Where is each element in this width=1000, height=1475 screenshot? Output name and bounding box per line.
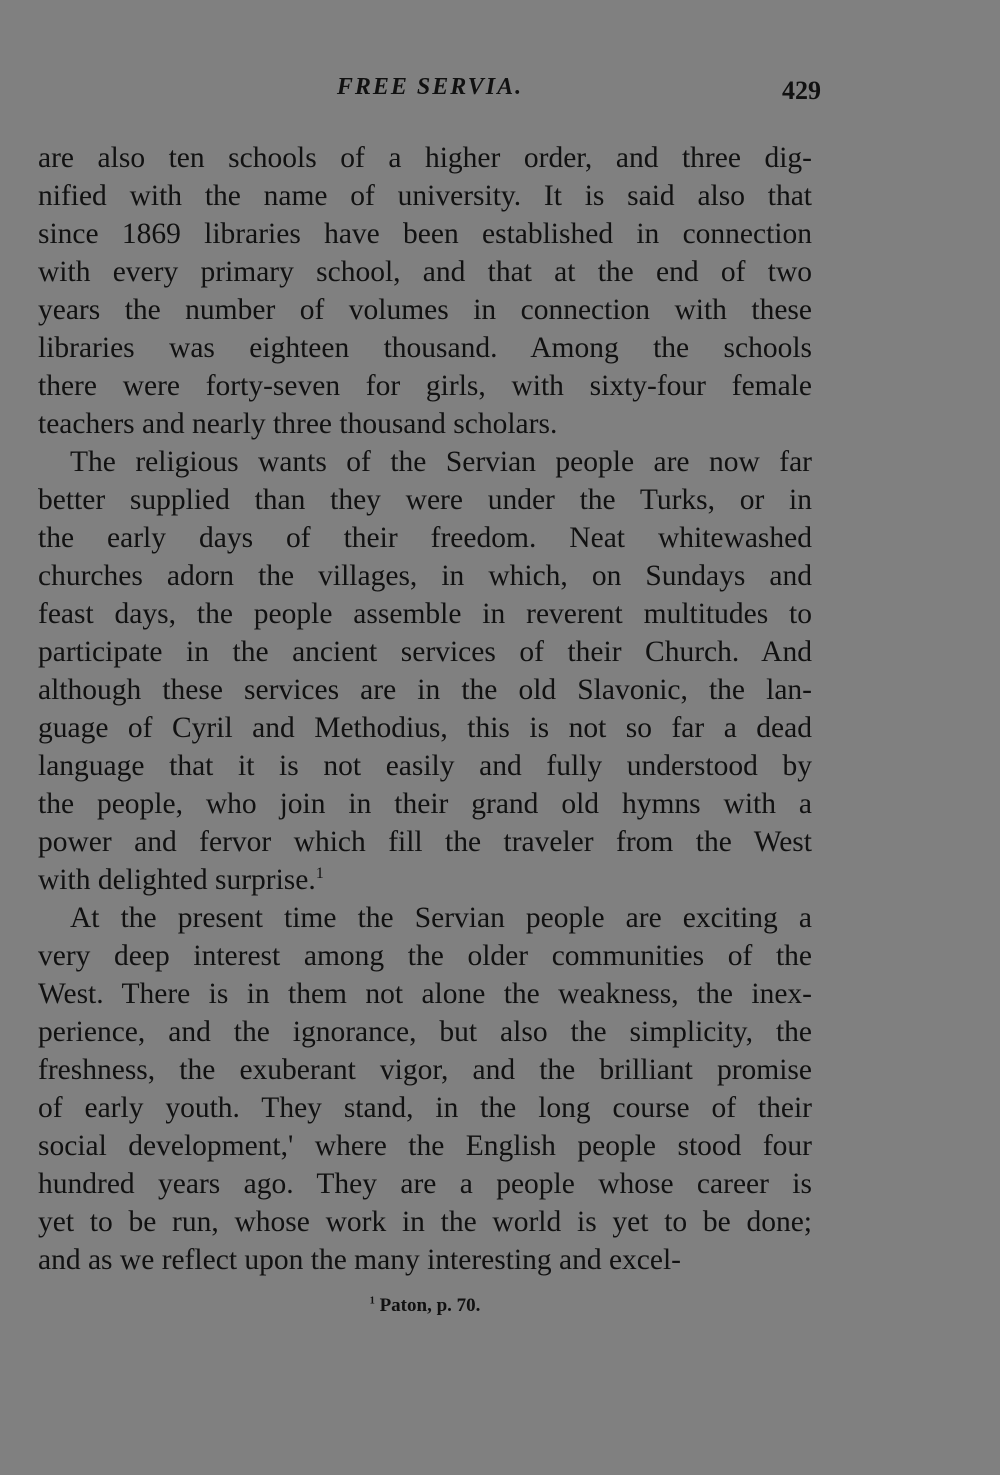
text-line: with delighted surprise.$^1$ (38, 864, 324, 896)
text-line: perience, and the ignorance, but also the simplicity, the (38, 1016, 812, 1048)
text-line: with every primary school, and that at the end of two (38, 256, 812, 288)
text-line: of early youth. They stand, in the long course of their (38, 1092, 812, 1124)
running-title: FREE SERVIA. (336, 74, 524, 100)
text-line: better supplied than they were under the Turks, or in (38, 484, 812, 516)
text-line: churches adorn the villages, in which, on Sundays and (38, 560, 812, 592)
paragraph (38, 899, 812, 1279)
text-line: social development,' where the English people stood four (38, 1130, 812, 1162)
text-line: there were forty-seven for girls, with sixty-four female (38, 370, 812, 402)
page-number: 429 (782, 76, 821, 105)
body-text (38, 139, 812, 1279)
text-line: libraries was eighteen thousand. Among the schools (38, 332, 812, 364)
text-line: very deep interest among the older communities of the (38, 940, 812, 972)
paragraph (38, 139, 812, 443)
text-line: nified with the name of university. It is said also that (38, 180, 812, 212)
text-line: years the number of volumes in connection with these (38, 294, 812, 326)
text-line: freshness, the exuberant vigor, and the brilliant promise (38, 1054, 812, 1086)
text-line: and as we reflect upon the many interesting and excel- (38, 1244, 682, 1276)
footnote (0, 1295, 850, 1317)
text-line: the early days of their freedom. Neat whitewashed (38, 522, 812, 554)
text-line: feast days, the people assemble in reverent multitudes to (38, 598, 812, 630)
text-line: the people, who join in their grand old hymns with a (38, 788, 812, 820)
footnote-marker: 1 (369, 1295, 375, 1307)
text-line: power and fervor which fill the traveler from the West (38, 826, 812, 858)
text-line: hundred years ago. They are a people whose career is (38, 1168, 812, 1200)
footnote-reference: 1 (315, 864, 324, 883)
text-line: The religious wants of the Servian people are now far (70, 446, 812, 478)
text-line: yet to be run, whose work in the world is yet to be done; (38, 1206, 812, 1238)
paragraph (38, 443, 812, 899)
text-line: although these services are in the old Slavonic, the lan- (38, 674, 812, 706)
text-line: teachers and nearly three thousand scholars. (38, 408, 558, 440)
text-line: participate in the ancient services of their Church. And (38, 636, 812, 668)
text-line: West. There is in them not alone the weakness, the inex- (38, 978, 812, 1010)
footnote-text: Paton, p. 70. (379, 1295, 481, 1316)
text-line: are also ten schools of a higher order, and three dig- (38, 142, 812, 174)
text-line: At the present time the Servian people are exciting a (70, 902, 812, 934)
text-line: guage of Cyril and Methodius, this is not so far a dead (38, 712, 812, 744)
text-line: language that it is not easily and fully understood by (38, 750, 812, 782)
text-line: since 1869 libraries have been established in connection (38, 218, 812, 250)
